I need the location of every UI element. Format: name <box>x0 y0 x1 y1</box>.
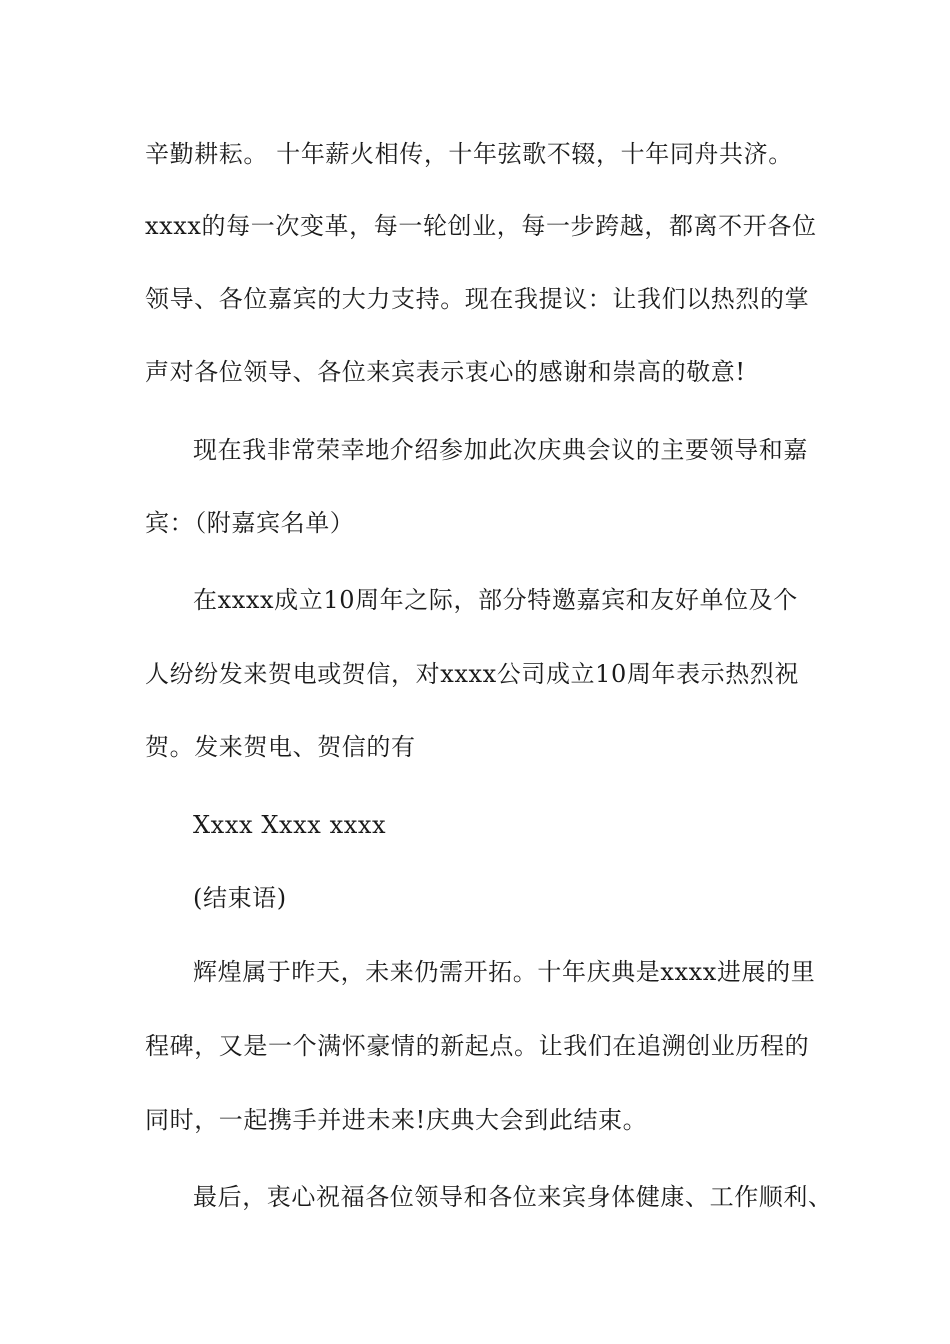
text-line: 贺。发来贺电、贺信的有 <box>145 733 416 761</box>
text-line: 宾：（附嘉宾名单） <box>145 509 355 537</box>
text-line: 同时，一起携手并进未来!庆典大会到此结束。 <box>145 1106 648 1134</box>
text-line: xxxx的每一次变革，每一轮创业，每一步跨越，都离不开各位 <box>145 212 817 240</box>
paragraph-first-line: 辉煌属于昨天，未来仍需开拓。十年庆典是xxxx进展的里 <box>193 958 816 986</box>
text-line: 辛勤耕耘。 十年薪火相传，十年弦歌不辍，十年同舟共济。 <box>145 140 793 168</box>
paragraph-first-line: 现在我非常荣幸地介绍参加此次庆典会议的主要领导和嘉 <box>193 436 808 464</box>
section-label: (结束语) <box>193 884 287 912</box>
text-line: 人纷纷发来贺电或贺信，对xxxx公司成立10周年表示热烈祝 <box>145 660 800 688</box>
paragraph-first-line: 在xxxx成立10周年之际，部分特邀嘉宾和友好单位及个 <box>193 586 798 614</box>
text-line: 领导、各位嘉宾的大力支持。现在我提议：让我们以热烈的掌 <box>145 285 810 313</box>
sender-names: Xxxx Xxxx xxxx <box>193 811 387 839</box>
text-line: 程碑，又是一个满怀豪情的新起点。让我们在追溯创业历程的 <box>145 1032 810 1060</box>
text-line: 声对各位领导、各位来宾表示衷心的感谢和崇高的敬意! <box>145 358 746 386</box>
paragraph-first-line: 最后，衷心祝福各位领导和各位来宾身体健康、工作顺利、 <box>193 1183 833 1211</box>
